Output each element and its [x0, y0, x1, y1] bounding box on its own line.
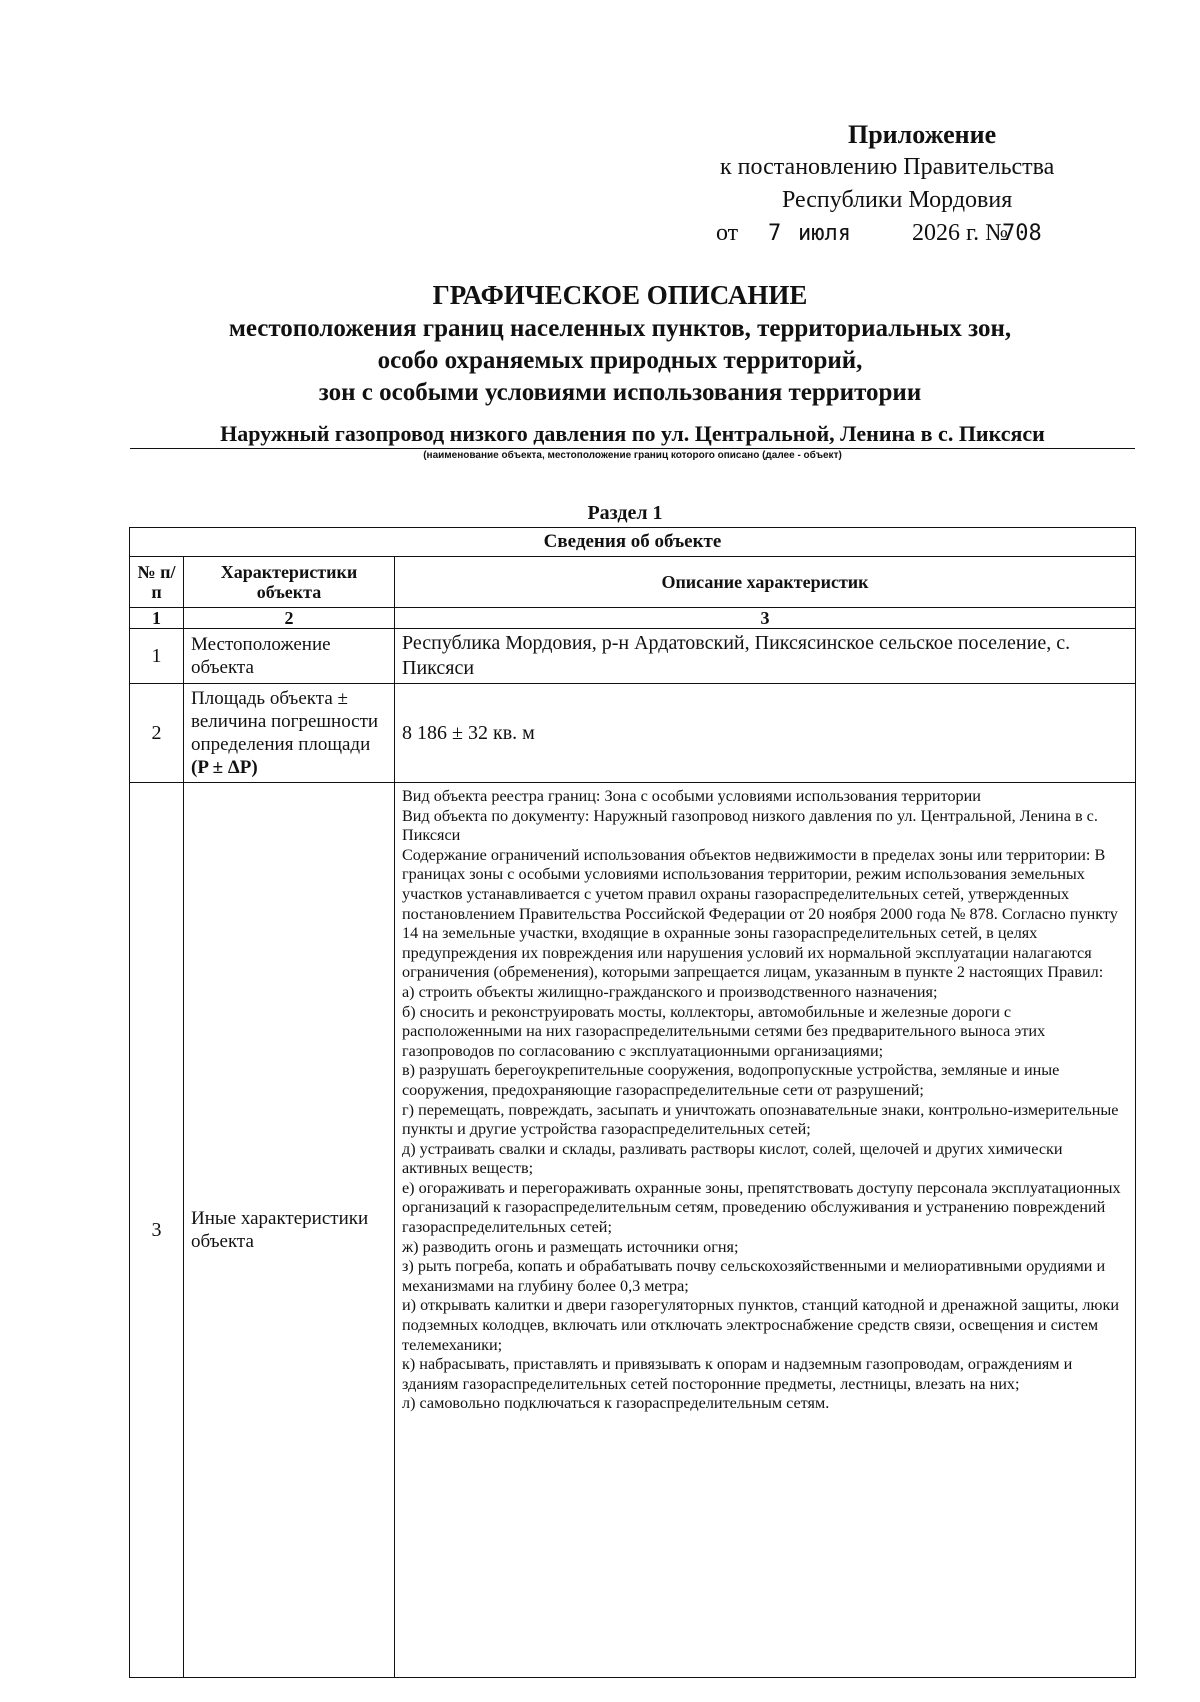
appendix-header [716, 118, 1140, 250]
column-number-1: 1 [130, 608, 184, 629]
table-row [130, 684, 1136, 783]
date-day: 7 [768, 221, 782, 246]
description-line: Вид объекта по документу: Наружный газопровод низкого давления по ул. Центральной, Ленина в с. Пиксяси [402, 806, 1098, 845]
appendix-date [716, 217, 1140, 250]
row-characteristic: Местоположение объекта [184, 629, 395, 684]
description-line: Вид объекта реестра границ: Зона с особыми условиями использования территории [402, 787, 981, 805]
column-number-2: 2 [184, 608, 395, 629]
object-caption: (наименование объекта, местоположение границ которого описано (далее - объект) [423, 450, 842, 461]
description-line: в) разрушать берегоукрепительные сооружения, водопропускные устройства, земляные и иные сооружения, предохраняющие газораспределительные сети от разрушений; [402, 1061, 1060, 1099]
description-line: д) устраивать свалки и склады, разливать растворы кислот, солей, щелочей и других химически активных веществ; [402, 1139, 1063, 1178]
area-formula: (P ± ΔP) [191, 757, 258, 778]
description-line: ж) разводить огонь и размещать источники огня; [402, 1237, 739, 1256]
header-col-number: № п/п [130, 557, 184, 608]
row-description: 8 186 ± 32 кв. м [395, 684, 1136, 783]
row-characteristic: Иные характеристики объекта [184, 783, 395, 1678]
row-number: 1 [130, 629, 184, 684]
header-col-characteristic: Характеристики объекта [184, 557, 395, 608]
subtitle-line-2: особо охраняемых природных территорий, [377, 347, 863, 374]
row-description: Республика Мордовия, р-н Ардатовский, Пиксясинское сельское поселение, с. Пиксяси [395, 629, 1136, 684]
description-line: г) перемещать, повреждать, засыпать и уничтожать опознавательные знаки, контрольно-измерительные пункты и другие устройства газораспределительных сетей; [402, 1100, 1119, 1139]
document-number: 708 [1002, 221, 1042, 246]
table-title: Сведения об объекте [130, 528, 1136, 557]
subtitle-line-1: местоположения границ населенных пунктов, территориальных зон, [228, 315, 1012, 342]
description-line: к) набрасывать, приставлять и привязывать к опорам и надземным газопроводам, ограждениям и зданиям газораспределительных сетей посторонние предметы, лестницы, влезать на них; [402, 1355, 1073, 1393]
date-month: июля [798, 221, 851, 246]
document-subtitle [120, 313, 1120, 409]
description-line: а) строить объекты жилищно-гражданского и производственного назначения; [402, 982, 938, 1001]
description-line: л) самовольно подключаться к газораспределительным сетям. [402, 1394, 830, 1413]
subtitle-line-3: зон с особыми условиями использования территории [318, 379, 922, 406]
document-title: ГРАФИЧЕСКОЕ ОПИСАНИЕ [432, 280, 808, 310]
date-year: 2026 г. № [912, 220, 1009, 246]
table-row [130, 783, 1136, 1678]
description-line: Содержание ограничений использования объектов недвижимости в пределах зоны или территории: В границах зоны с особыми условиями использования территории, режим использования земельных участков устанавливается с учетом правил охраны газораспределительных сетей, утвержденных постановлением Правительства Российской Федерации от 20 ноября 2000 года № 878. Согласно пункту 14 на земельные участки, входящие в охранные зоны газораспределительных сетей, в целях предупреждения их повреждения или нарушения условий их нормальной эксплуатации налагаются ограничения (обременения), которыми запрещается лицам, указанным в пункте 2 настоящих Правил: [402, 845, 1118, 982]
date-prefix: от [716, 220, 739, 246]
description-line: б) сносить и реконструировать мосты, коллекторы, автомобильные и железные дороги с расположенными на них газораспределительными сетями без предварительного выноса этих газопроводов по согласованию с эксплуатационными организациями; [402, 1002, 1046, 1060]
row-characteristic [184, 684, 395, 783]
appendix-line-1: к постановлению Правительства [720, 154, 1055, 180]
header-col-description: Описание характеристик [395, 557, 1136, 608]
description-line: з) рыть погреба, копать и обрабатывать почву сельскохозяйственными и мелиоративными орудиями и механизмами на глубину более 0,3 метра; [402, 1257, 1106, 1295]
object-name: Наружный газопровод низкого давления по ул. Центральной, Ленина в с. Пиксяси [130, 421, 1135, 449]
row-number: 2 [130, 684, 184, 783]
appendix-line-2: Республики Мордовия [782, 187, 1013, 213]
row-description [395, 783, 1136, 1678]
area-label: Площадь объекта ± величина погрешности определения площади [191, 688, 379, 755]
description-line: и) открывать калитки и двери газорегуляторных пунктов, станций катодной и дренажной защиты, люки подземных колодцев, включать или отключать электроснабжение средств связи, освещения и систем телемеханики; [402, 1296, 1120, 1354]
object-info-table [129, 527, 1136, 1678]
description-line: е) огораживать и перегораживать охранные зоны, препятствовать доступу персонала эксплуатационных организаций к газораспределительным сетям, проведению обслуживания и устранению повреждений газораспределительных сетей; [402, 1178, 1121, 1237]
row-number: 3 [130, 783, 184, 1678]
table-row [130, 629, 1136, 684]
section-title: Раздел 1 [587, 502, 663, 524]
column-number-3: 3 [395, 608, 1136, 629]
appendix-title: Приложение [848, 120, 997, 149]
